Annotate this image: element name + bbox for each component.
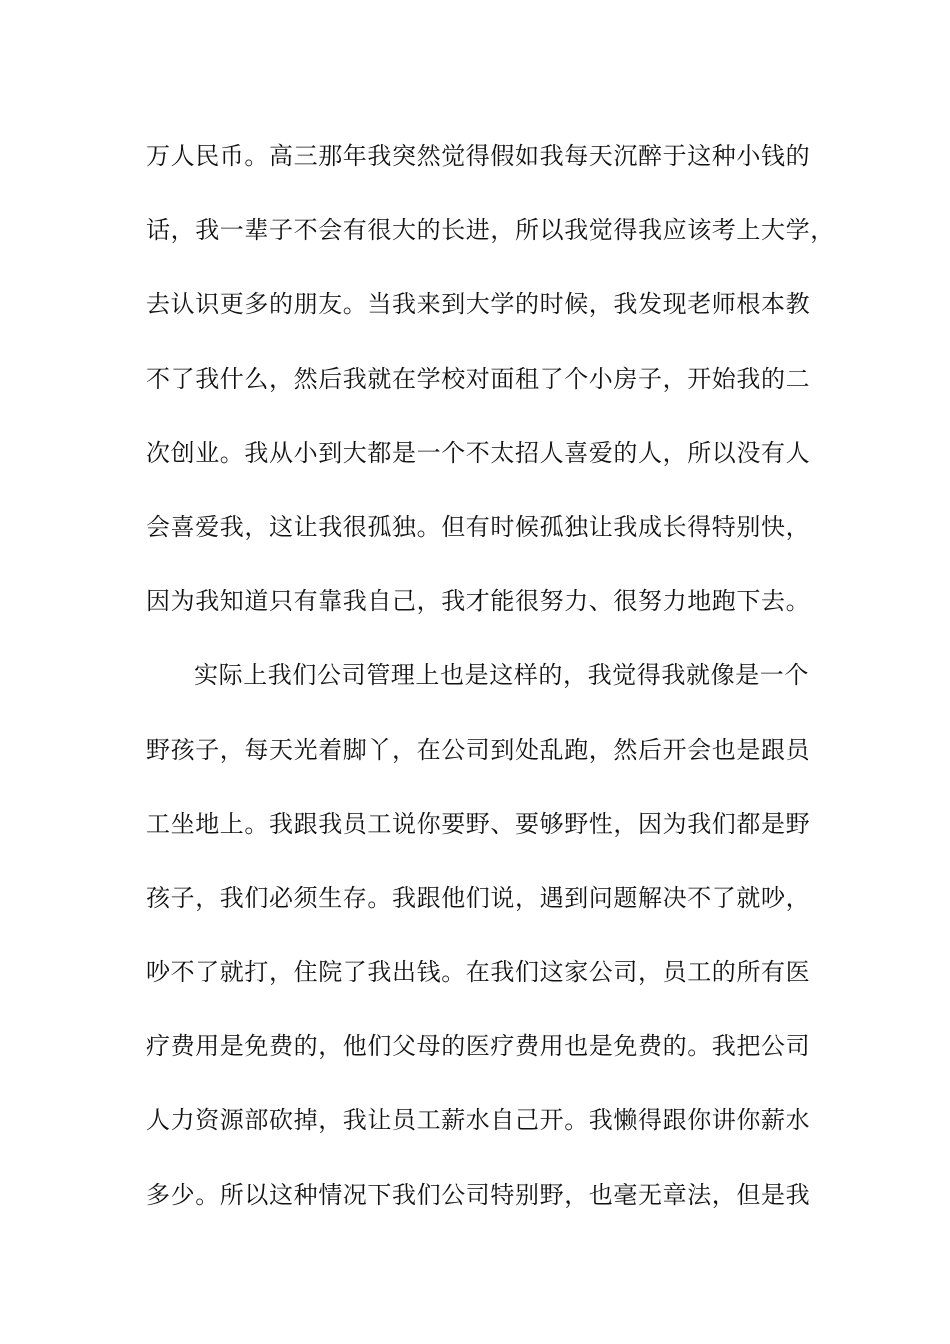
- text-line: 孩子，我们必须生存。我跟他们说，遇到问题解决不了就吵，: [146, 883, 811, 912]
- body-text: [146, 127, 846, 1225]
- text-line: 次创业。我从小到大都是一个不太招人喜爱的人，所以没有人: [146, 438, 811, 467]
- text-line: 多少。所以这种情况下我们公司特别野，也毫无章法，但是我: [146, 1180, 811, 1209]
- text-line: 不了我什么，然后我就在学校对面租了个小房子，开始我的二: [146, 364, 811, 393]
- text-line: 吵不了就打，住院了我出钱。在我们这家公司，员工的所有医: [146, 958, 811, 987]
- text-line: 会喜爱我，这让我很孤独。但有时候孤独让我成长得特别快，: [146, 512, 811, 541]
- text-line: 因为我知道只有靠我自己，我才能很努力、很努力地跑下去。: [146, 587, 811, 616]
- text-line: 工坐地上。我跟我员工说你要野、要够野性，因为我们都是野: [146, 809, 811, 838]
- text-line: 人力资源部砍掉，我让员工薪水自己开。我懒得跟你讲你薪水: [146, 1106, 811, 1135]
- text-line: 万人民币。高三那年我突然觉得假如我每天沉醉于这种小钱的: [146, 142, 811, 170]
- text-line: 疗费用是免费的，他们父母的医疗费用也是免费的。我把公司: [146, 1032, 811, 1061]
- text-line: 野孩子，每天光着脚丫，在公司到处乱跑，然后开会也是跟员: [146, 735, 811, 764]
- text-line: 去认识更多的朋友。当我来到大学的时候，我发现老师根本教: [146, 290, 811, 319]
- text-line: 话，我一辈子不会有很大的长进，所以我觉得我应该考上大学，: [146, 216, 835, 245]
- paragraph-first-line: 实际上我们公司管理上也是这样的，我觉得我就像是一个: [194, 661, 809, 690]
